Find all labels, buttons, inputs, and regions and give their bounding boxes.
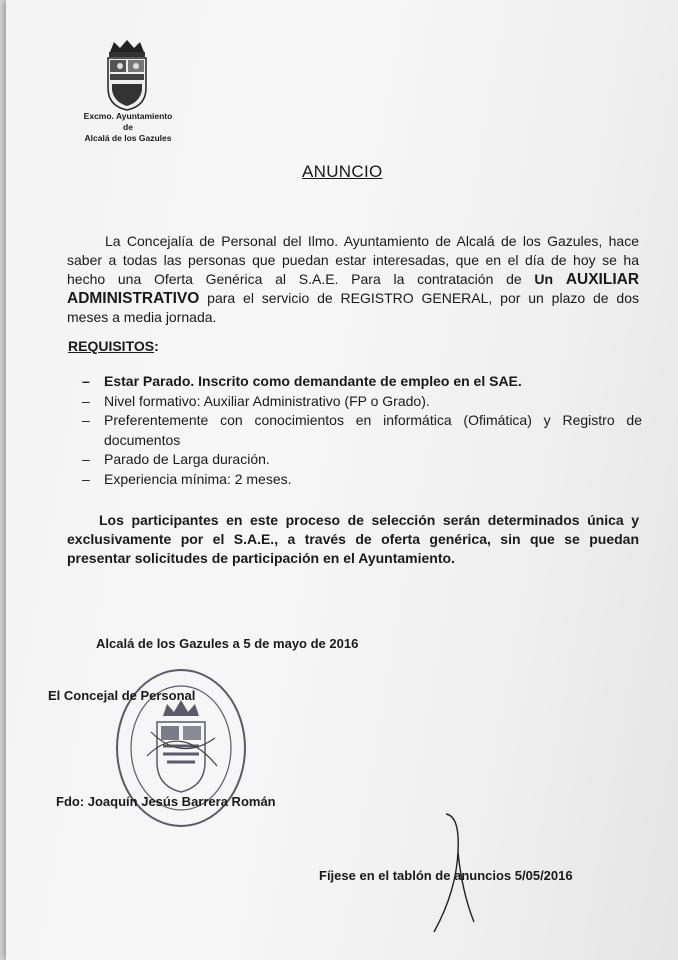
- list-item: [82, 372, 642, 392]
- requisitos-colon: :: [154, 338, 159, 354]
- list-item: [82, 470, 642, 490]
- list-item: [82, 392, 642, 412]
- requisitos-heading: [68, 338, 159, 354]
- requirement-text: Experiencia mínima: 2 meses.: [104, 470, 292, 487]
- posting-note: Fíjese en el tablón de anuncios 5/05/2016: [319, 868, 573, 883]
- org-line-2: de: [123, 122, 133, 132]
- signer-role: El Concejal de Personal: [48, 688, 196, 703]
- closing-paragraph: Los participantes en este proceso de selección serán determinados única y exclusivamente por el S.A.E., a través de oferta genérica, sin que se puedan presentar solicitudes de participación en el Ayuntamiento.: [67, 512, 639, 566]
- requirement-text: Parado de Larga duración.: [104, 451, 270, 467]
- requirement-text: Estar Parado. Inscrito como demandante de empleo en el SAE.: [104, 373, 522, 389]
- document-title: ANUNCIO: [302, 162, 383, 181]
- position-title: AUXILIAR ADMINISTRATIVO: [67, 271, 640, 307]
- requirement-text: Preferentemente con conocimientos en informática (Ofimática) y Registro de documentos: [104, 412, 642, 448]
- intro-rest: para el servicio de REGISTRO GENERAL, por un plazo de dos meses a media jornada.: [67, 290, 639, 325]
- dash-marker: –: [82, 470, 90, 487]
- organization-name: [68, 111, 188, 144]
- requirement-text: Nivel formativo: Auxiliar Administrativo (FP o Grado).: [104, 392, 430, 409]
- dash-marker: –: [82, 373, 90, 389]
- dash-marker: –: [82, 392, 90, 409]
- intro-paragraph: [67, 232, 639, 327]
- intro-text: La Concejalía de Personal del Ilmo. Ayuntamiento de Alcalá de los Gazules, hace saber a todas las personas que puedan estar interesadas, que en el día de hoy se ha hecho una Oferta Genérica al S.A.E. Para la contratación de: [67, 233, 639, 287]
- requirements-list: [82, 372, 642, 489]
- handwritten-signature-icon: [416, 812, 486, 940]
- list-item: [82, 450, 642, 470]
- org-line-3: Alcalá de los Gazules: [84, 133, 172, 143]
- coat-of-arms-icon: [102, 38, 152, 112]
- signer-name: Fdo: Joaquín Jesús Barrera Román: [56, 794, 276, 809]
- dash-marker: –: [82, 412, 90, 428]
- date-line: Alcalá de los Gazules a 5 de mayo de 2016: [96, 636, 359, 651]
- list-item: [82, 411, 642, 450]
- intro-bold-un: Un: [534, 271, 554, 287]
- dash-marker: –: [82, 451, 90, 467]
- org-line-1: Excmo. Ayuntamiento: [83, 111, 173, 121]
- requisitos-title: REQUISITOS: [68, 338, 155, 354]
- document-page: [6, 0, 678, 960]
